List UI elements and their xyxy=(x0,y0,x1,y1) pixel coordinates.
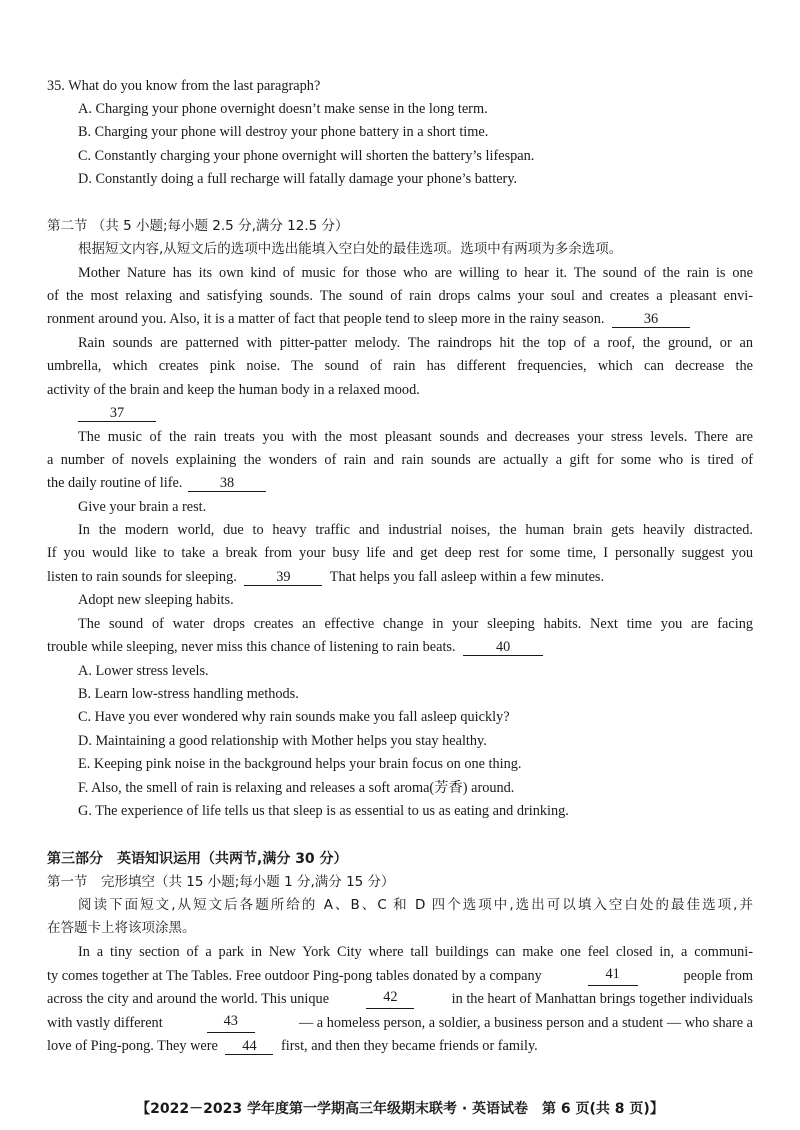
page-footer: 【2022－2023 学年度第一学期高三年级期末联考 · 英语试卷 第 6 页(共 8 页)】 xyxy=(136,1101,664,1117)
section-2-option-g: G. The experience of life tells us that sleep is as essential to us as eating and drinking. xyxy=(78,803,569,819)
cloze-line-2-text-a: ty comes together at The Tables. Free outdoor Ping-pong tables donated by a company xyxy=(47,968,542,984)
paragraph-3-line-1: The music of the rain treats you with the most pleasant sounds and decreases your stress levels. There are xyxy=(78,429,753,445)
section-2-option-e: E. Keeping pink noise in the background helps your brain focus on one thing. xyxy=(78,756,522,772)
blank-36: 36 xyxy=(612,311,690,328)
cloze-line-4 xyxy=(47,1013,753,1033)
part-3-subheading: 第一节 完形填空（共 15 小题;每小题 1 分,满分 15 分） xyxy=(47,874,395,890)
cloze-line-3 xyxy=(47,989,753,1009)
part-3-instruction-line-1: 阅读下面短文,从短文后各题所给的 A、B、C 和 D 四个选项中,选出可以填入空白处的最佳选项,并 xyxy=(78,897,753,913)
section-2-option-a: A. Lower stress levels. xyxy=(78,663,209,679)
paragraph-4-line-1: In the modern world, due to heavy traffic and industrial noises, the human brain gets heavily distracted. xyxy=(78,522,753,538)
paragraph-4-text-a: listen to rain sounds for sleeping. xyxy=(47,569,237,585)
question-35-option-d: D. Constantly doing a full recharge will fatally damage your phone’s battery. xyxy=(78,171,518,187)
cloze-line-5-text-a: love of Ping-pong. They were xyxy=(47,1038,218,1054)
paragraph-4-line-3 xyxy=(47,567,753,587)
blank-37: 37 xyxy=(78,405,156,422)
paragraph-1-text: ronment around you. Also, it is a matter of fact that people tend to sleep more in the rainy season. xyxy=(47,311,605,327)
paragraph-4-line-2: If you would like to take a break from your busy life and get deep rest for some time, I personally suggest you xyxy=(47,545,753,561)
paragraph-4-text-b: That helps you fall asleep within a few minutes. xyxy=(329,569,605,585)
blank-43: 43 xyxy=(207,1013,255,1033)
paragraph-3-line-3 xyxy=(47,473,753,493)
section-2-instruction: 根据短文内容,从短文后的选项中选出能填入空白处的最佳选项。选项中有两项为多余选项。 xyxy=(78,241,623,257)
cloze-line-2-text-b: people from xyxy=(683,968,753,984)
subheading-new-sleeping-habits: Adopt new sleeping habits. xyxy=(78,592,234,608)
blank-37-line xyxy=(78,403,753,423)
paragraph-3-text: the daily routine of life. xyxy=(47,475,183,491)
blank-39: 39 xyxy=(244,569,322,586)
paragraph-1-line-1: Mother Nature has its own kind of music for those who are willing to hear it. The sound of the rain is one xyxy=(78,265,753,281)
cloze-line-4-text-b: — a homeless person, a soldier, a business person and a student — who share a xyxy=(298,1015,753,1031)
cloze-line-5 xyxy=(47,1036,753,1056)
section-2-heading: 第二节 （共 5 小题;每小题 2.5 分,满分 12.5 分） xyxy=(47,218,349,234)
cloze-line-3-text-a: across the city and around the world. This unique xyxy=(47,991,330,1007)
section-2-option-d: D. Maintaining a good relationship with Mother helps you stay healthy. xyxy=(78,733,487,749)
paragraph-5-line-2 xyxy=(47,637,753,657)
cloze-line-5-text-b: first, and then they became friends or family. xyxy=(281,1038,538,1054)
paragraph-3-line-2: a number of novels explaining the wonders of rain and rain sounds are actually a gift for some who is tired of xyxy=(47,452,753,468)
question-35-option-a: A. Charging your phone overnight doesn’t make sense in the long term. xyxy=(78,101,488,117)
cloze-line-3-text-b: in the heart of Manhattan brings together individuals xyxy=(451,991,753,1007)
paragraph-2-line-3: activity of the brain and keep the human body in a relaxed mood. xyxy=(47,382,420,398)
paragraph-2-line-1: Rain sounds are patterned with pitter-patter melody. The raindrops hit the top of a roof, the ground, or an xyxy=(78,335,753,351)
section-2-option-f: F. Also, the smell of rain is relaxing and releases a soft aroma(芳香) around. xyxy=(78,780,515,796)
subheading-give-brain-rest: Give your brain a rest. xyxy=(78,499,207,515)
cloze-line-4-text-a: with vastly different xyxy=(47,1015,163,1031)
blank-41: 41 xyxy=(588,966,638,986)
cloze-line-1: In a tiny section of a park in New York City where tall buildings can make one feel closed in, a communi- xyxy=(78,944,753,960)
question-35-stem: 35. What do you know from the last paragraph? xyxy=(47,78,321,94)
part-3-instruction-line-2: 在答题卡上将该项涂黑。 xyxy=(47,920,196,936)
paragraph-2-line-2: umbrella, which creates pink noise. The sound of rain has different frequencies, which can decrease the xyxy=(47,358,753,374)
blank-44: 44 xyxy=(225,1038,273,1055)
section-2-option-c: C. Have you ever wondered why rain sounds make you fall asleep quickly? xyxy=(78,709,510,725)
paragraph-5-line-1: The sound of water drops creates an effective change in your sleeping habits. Next time you are facing xyxy=(78,616,753,632)
question-35-option-b: B. Charging your phone will destroy your phone battery in a short time. xyxy=(78,124,489,140)
cloze-line-2 xyxy=(47,966,753,986)
question-35-option-c: C. Constantly charging your phone overnight will shorten the battery’s lifespan. xyxy=(78,148,535,164)
paragraph-5-text: trouble while sleeping, never miss this chance of listening to rain beats. xyxy=(47,639,456,655)
blank-42: 42 xyxy=(366,989,414,1009)
paragraph-1-line-2: of the most relaxing and satisfying sounds. The sound of rain drops calms your soul and creates a pleasant envi- xyxy=(47,288,753,304)
part-3-heading: 第三部分 英语知识运用（共两节,满分 30 分） xyxy=(47,851,348,867)
blank-38: 38 xyxy=(188,475,266,492)
paragraph-1-line-3 xyxy=(47,309,753,329)
blank-40: 40 xyxy=(463,639,543,656)
section-2-option-b: B. Learn low-stress handling methods. xyxy=(78,686,299,702)
